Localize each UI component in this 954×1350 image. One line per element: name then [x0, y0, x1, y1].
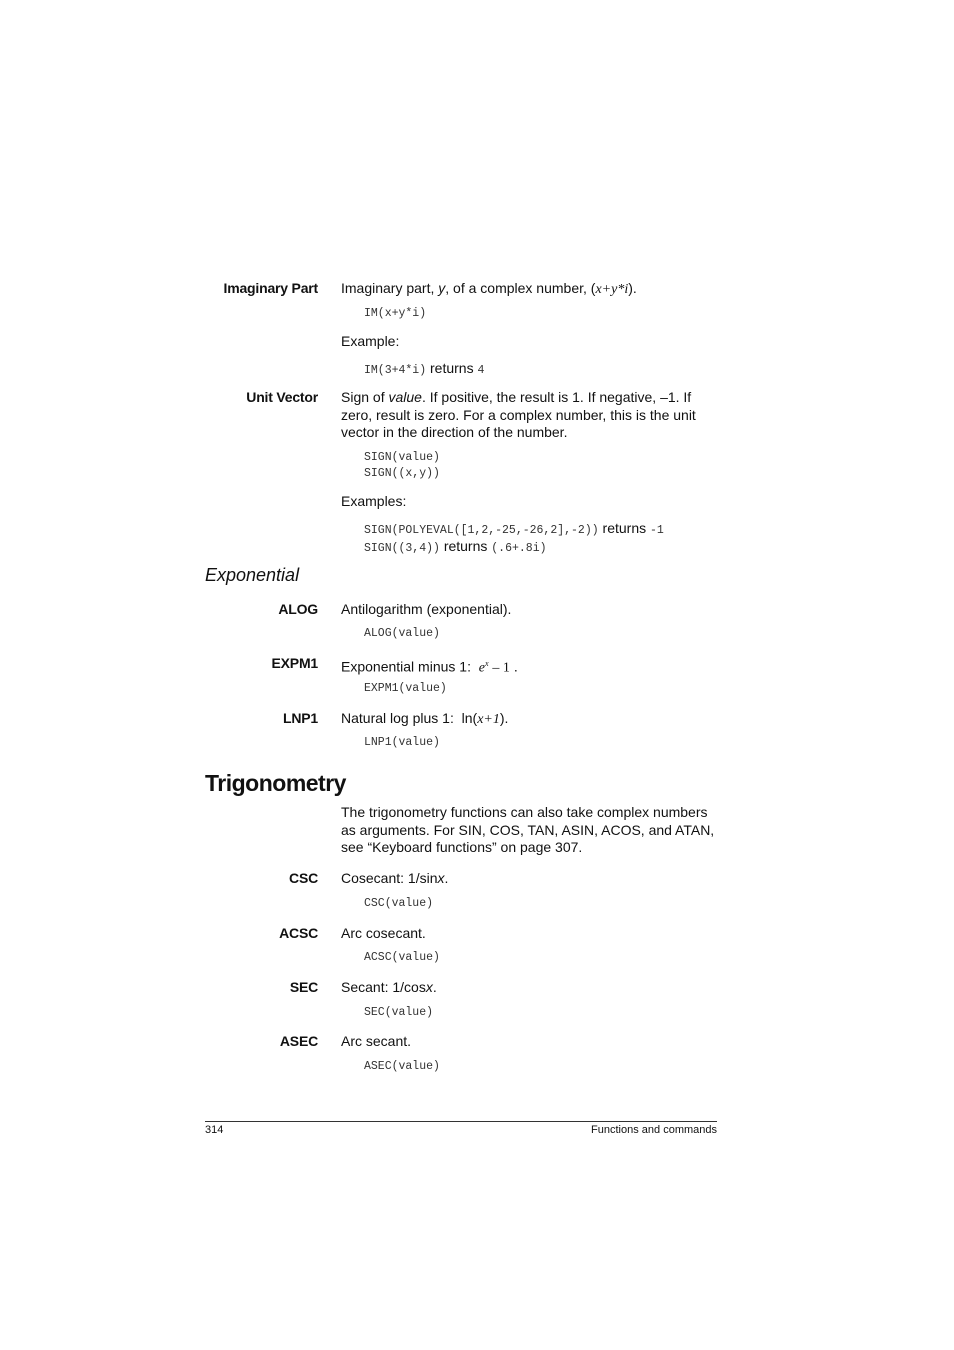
term-csc: CSC	[289, 870, 318, 886]
footer-rule	[205, 1121, 717, 1122]
term-asec: ASEC	[279, 1033, 318, 1049]
imaginary-part-example: IM(3+4*i) returns 4	[364, 360, 485, 377]
csc-description: Cosecant: 1/sinx.	[341, 870, 449, 886]
acsc-description: Arc cosecant.	[341, 925, 426, 941]
alog-description: Antilogarithm (exponential).	[341, 601, 512, 617]
term-sec: SEC	[289, 979, 318, 995]
imaginary-part-syntax: IM(x+y*i)	[364, 307, 427, 320]
lnp1-description: Natural log plus 1: ln(x+1).	[341, 710, 509, 727]
chapter-title: Functions and commands	[591, 1124, 717, 1136]
term-lnp1: LNP1	[283, 710, 318, 726]
term-acsc: ACSC	[279, 925, 318, 941]
imaginary-part-description: Imaginary part, y, of a complex number, (x+y*i).	[341, 280, 637, 297]
asec-description: Arc secant.	[341, 1033, 412, 1049]
alog-syntax: ALOG(value)	[364, 627, 440, 640]
trigonometry-intro: The trigonometry functions can also take complex numbers as arguments. For SIN, COS, TAN, ASIN, ACOS, and ATAN, see “Keyboard functions” on page 307.	[341, 804, 715, 855]
lnp1-syntax: LNP1(value)	[364, 736, 440, 749]
term-expm1: EXPM1	[271, 655, 318, 671]
csc-syntax: CSC(value)	[364, 897, 434, 910]
asec-syntax: ASEC(value)	[364, 1060, 440, 1073]
sec-syntax: SEC(value)	[364, 1006, 434, 1019]
unit-vector-example-1: SIGN(POLYEVAL([1,2,-25,-26,2],-2)) returns -1	[364, 520, 664, 537]
term-imaginary-part: Imaginary Part	[223, 280, 318, 296]
unit-vector-examples-label: Examples:	[341, 493, 407, 509]
sec-description: Secant: 1/cosx.	[341, 979, 437, 995]
unit-vector-example-2: SIGN((3,4)) returns (.6+.8i)	[364, 538, 547, 555]
unit-vector-syntax-2: SIGN((x,y))	[364, 467, 440, 480]
trigonometry-heading: Trigonometry	[205, 770, 346, 796]
exponential-heading: Exponential	[205, 565, 300, 585]
term-unit-vector: Unit Vector	[246, 389, 318, 405]
imaginary-part-example-label: Example:	[341, 333, 400, 349]
term-alog: ALOG	[278, 601, 318, 617]
page-number: 314	[205, 1124, 224, 1136]
unit-vector-syntax-1: SIGN(value)	[364, 451, 440, 464]
unit-vector-description: Sign of value. If positive, the result is 1. If negative, –1. If zero, result is zero. For a complex number, this is the unit vector in the direction of the number.	[341, 389, 696, 440]
expm1-description: Exponential minus 1: $e^x - 1$ .	[341, 658, 518, 676]
expm1-syntax: EXPM1(value)	[364, 682, 447, 695]
acsc-syntax: ACSC(value)	[364, 951, 440, 964]
